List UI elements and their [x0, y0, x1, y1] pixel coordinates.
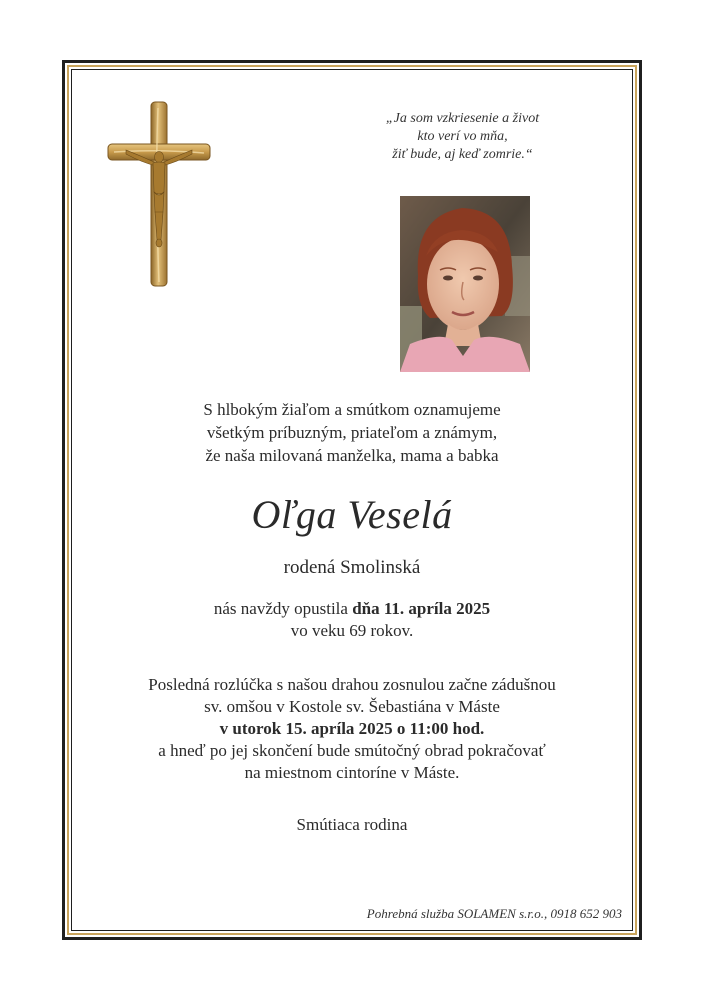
- funeral-line-5: na miestnom cintoríne v Máste.: [244, 763, 460, 782]
- quote-line-2: kto verí vo mňa,: [417, 129, 508, 144]
- quote-line-3: žiť bude, aj keď zomrie.“: [392, 147, 533, 162]
- funeral-info: [72, 674, 632, 784]
- funeral-service-footer: Pohrebná služba SOLAMEN s.r.o., 0918 652 903: [366, 906, 622, 921]
- bible-quote: [330, 110, 595, 164]
- funeral-line-1: Posledná rozlúčka s našou drahou zosnulou začne zádušnou: [148, 675, 556, 694]
- portrait-photo: [400, 196, 530, 372]
- announcement-intro: [72, 398, 632, 467]
- death-date: dňa 11. apríla 2025: [352, 599, 491, 618]
- death-age: vo veku 69 rokov.: [290, 621, 414, 640]
- funeral-line-2: sv. omšou v Kostole sv. Šebastiána v Máste: [204, 697, 500, 716]
- death-info: [72, 598, 632, 642]
- quote-line-1: „Ja som vzkriesenie a život: [385, 111, 540, 126]
- deceased-name: Oľga Veselá: [251, 492, 453, 537]
- birth-name: rodená Smolinská: [283, 557, 421, 578]
- death-prefix: nás navždy opustila: [213, 599, 353, 618]
- funeral-datetime-text: v utorok 15. apríla 2025 o 11:00 hod.: [219, 719, 485, 738]
- intro-line-2: všetkým príbuzným, priateľom a známym,: [206, 423, 498, 442]
- funeral-datetime: [72, 718, 632, 740]
- intro-line-1: S hlbokým žiaľom a smútkom oznamujeme: [203, 400, 501, 419]
- funeral-line-4: a hneď po jej skončení bude smútočný obrad pokračovať: [158, 741, 546, 760]
- crucifix-icon: [106, 100, 212, 288]
- intro-line-3: že naša milovaná manželka, mama a babka: [205, 446, 499, 465]
- death-date-line: [72, 598, 632, 620]
- family-signature: Smútiaca rodina: [296, 815, 408, 834]
